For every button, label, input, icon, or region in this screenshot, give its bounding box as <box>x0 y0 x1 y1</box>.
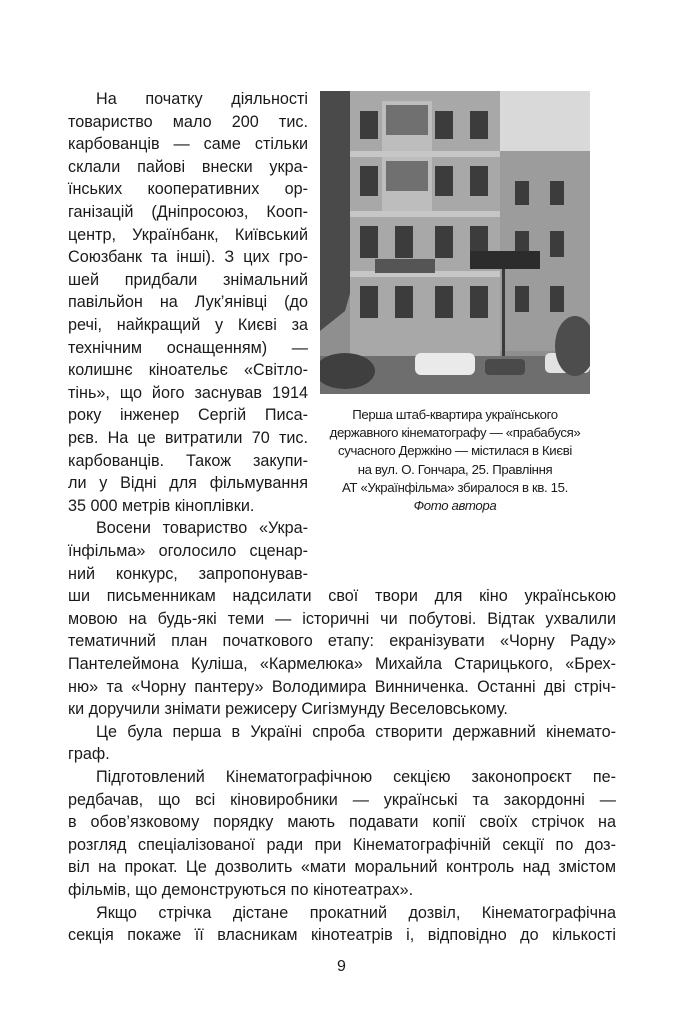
text-line: граф. <box>68 745 110 764</box>
text-line: ши письменникам надсилати свої твори для кіно українською <box>68 587 616 606</box>
text-line: Це була перша в Україні спроба створити державний кінемато- <box>96 722 616 741</box>
caption-line: на вул. О. Гончара, 25. Правління <box>357 461 553 477</box>
text-line: речі, найкращий у Києві за <box>68 316 308 334</box>
text-line: технічним оснащенням) — <box>68 338 308 357</box>
text-line: рєв. На це витратили 70 тис. <box>68 429 308 447</box>
page-number: 9 <box>337 958 346 975</box>
text-line: року інженер Сергій Писа- <box>68 406 308 425</box>
photo-credit: Фото автора <box>413 498 497 514</box>
text-line: мовою на будь-які теми — історичні чи побутові. Відтак ухвалили <box>68 609 616 628</box>
text-line: їнфільма» оголосило сценар- <box>68 542 308 560</box>
caption-line: АТ «Українфільма» збиралося в кв. 15. <box>342 479 568 495</box>
text-line: Підготовлений Кінематографічною секцією законопроєкт пе- <box>96 768 616 786</box>
text-line: секція покаже її власникам кінотеатрів і, відповідно до кількості <box>68 926 616 945</box>
text-line: ню» та «Чорну пантеру» Володимира Винниченка. Останні дві стріч- <box>68 677 616 696</box>
text-line: карбованців — саме стільки <box>68 135 308 154</box>
text-line: Восени товариство «Укра- <box>96 519 308 538</box>
text-line: тематичний план початкового етапу: екранізувати «Чорну Раду» <box>68 632 616 651</box>
text-line: тінь», що його заснував 1914 <box>68 383 308 402</box>
text-line: Пантелеймона Куліша, «Кармелюка» Михайла Старицького, «Брех- <box>68 655 616 673</box>
text-line: карбованців. Також закупи- <box>68 451 308 470</box>
text-line: шей придбали знімальний <box>68 270 308 289</box>
text-line: Союзбанк та інші). З цих гро- <box>68 248 308 267</box>
text-line: в обов’язковому порядку мають подавати копії своїх стрічок на <box>68 813 616 832</box>
caption-line: державного кінематографу — «прабабуся» <box>329 425 581 441</box>
text-line: склали пайові внески укра- <box>68 157 308 176</box>
text-line: 35 000 метрів кіноплівки. <box>68 496 255 515</box>
text-line: ли у Відні для фільмування <box>68 474 308 493</box>
text-line: ки доручили знімати режисеру Сигізмунду Веселовському. <box>68 700 508 719</box>
text-line: фільмів, що демонструються по кінотеатрах». <box>68 881 414 899</box>
caption-line: Перша штаб-квартира українського <box>352 407 558 422</box>
text-line: ганізацій (Дніпросоюз, Кооп- <box>68 203 308 221</box>
building-photo <box>320 91 590 394</box>
text-line: розгляд спеціалізованої ради при Кінематографічній секції по доз- <box>68 835 616 854</box>
text-line: На початку діяльності <box>96 90 308 108</box>
text-line: центр, Українбанк, Київський <box>68 225 308 244</box>
text-line: Якщо стрічка дістане прокатний дозвіл, Кінематографічна <box>96 903 616 922</box>
photo-caption <box>322 406 588 515</box>
text-line: віл на прокат. Це дозволить «мати моральний контроль над змістом <box>68 858 616 877</box>
text-line: павільйон на Лук’янівці (до <box>68 293 308 312</box>
text-line: товариство мало 200 тис. <box>68 112 308 131</box>
text-line: колишнє кіноательє «Світло- <box>68 361 308 380</box>
text-line: їнських кооперативних ор- <box>68 180 308 199</box>
text-line: ний конкурс, запропонував- <box>68 564 308 583</box>
text-line: редбачав, що всі кіновиробники — українські та закордонні — <box>68 790 616 809</box>
caption-line: сучасного Держкіно — містилася в Києві <box>338 443 572 459</box>
